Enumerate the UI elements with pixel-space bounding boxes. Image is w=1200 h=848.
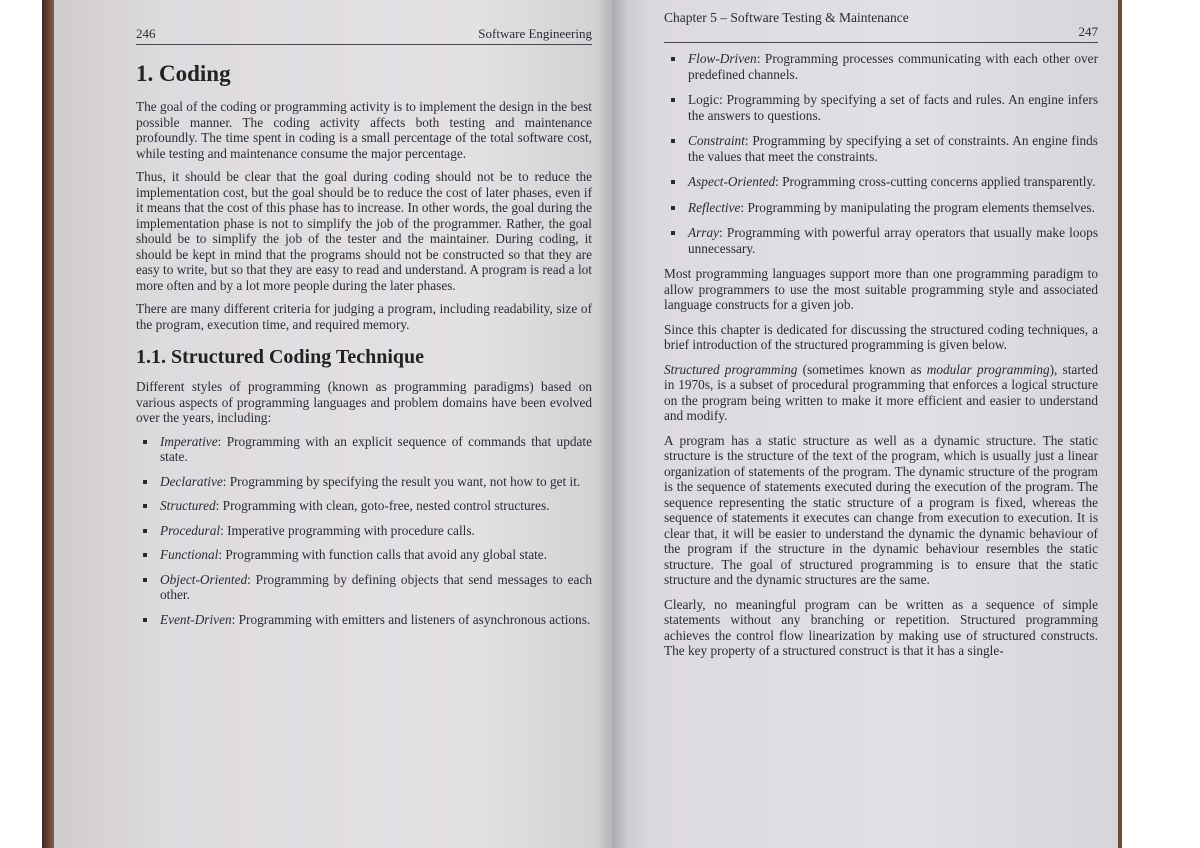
paradigm-term: Functional <box>160 547 219 562</box>
left-book-title: Software Engineering <box>478 26 592 41</box>
paragraph: There are many different criteria for judging a program, including readability, size of the program, execution time, and required memory. <box>136 301 592 332</box>
paradigm-term: Array <box>688 225 720 240</box>
paradigm-desc: : Programming by defining objects that send messages to each other. <box>160 571 592 602</box>
sp-mid: (sometimes known as <box>797 361 927 377</box>
paradigm-term: Reflective <box>688 199 741 215</box>
paragraph: Most programming languages support more than one programming paradigm to allow programmers to use the most suitable programming style and associated language constructs for a given job. <box>664 266 1098 312</box>
paragraph: Thus, it should be clear that the goal during coding should not be to reduce the implementation cost, but the goal should be to reduce the cost of later phases, even if it means that the cost of this phase has to increase. In other words, the goal during the implementation phase is not to simplify the job of the programmer. Rather, the goal should be to simplify the job of the tester and the maintainer. During coding, it should be kept in mind that the programs should not be constructed so that they are easy to write, but so that they are easy to read and understand. A program is read a lot more often and by a lot more people during the later phases. <box>136 169 592 293</box>
section-title: 1. Coding <box>136 61 231 86</box>
paragraph: A program has a static structure as well as a dynamic structure. The static structure is the structure of the text of the program, which is usually just a linear organization of statements of the program. The dynamic structure of the program is the sequence of statements executed during the execution of the program. The sequence representing the static structure of a program is fixed, whereas the sequence of statements it executes can change from execution to execution. It is clear that, it will be easier to understand the dynamic the dynamic behaviour of the program if the structure in the dynamic behaviour resembles the static structure. The goal of structured programming is to ensure that the static structure and the dynamic structures are the same. <box>664 432 1098 587</box>
paradigm-term: Imperative <box>160 433 218 449</box>
book-gutter-shadow <box>596 0 628 848</box>
paradigm-desc: : Programming with an explicit sequence of commands that update state. <box>160 433 592 464</box>
paradigm-list <box>136 434 592 628</box>
paradigm-desc: : Programming with clean, goto-free, nested control structures. <box>215 498 550 513</box>
right-page <box>612 0 1118 848</box>
sp-rest: ), started in 1970s, is a subset of procedural programming that enforces a logical structure on the program being written to make it more efficient and easier to understand and modify. <box>664 361 1098 423</box>
list-item <box>136 572 592 603</box>
structured-programming-paragraph <box>664 362 1098 424</box>
list-item <box>664 174 1098 190</box>
book-spine-edge <box>42 0 54 848</box>
paradigm-desc: : Programming with emitters and listeners of asynchronous actions. <box>231 611 591 627</box>
paradigm-list-continued <box>664 51 1098 256</box>
right-page-number: 247 <box>664 24 1098 43</box>
paradigm-term: Structured <box>160 498 216 513</box>
paragraph: Clearly, no meaningful program can be written as a sequence of simple statements without any branching or repetition. Structured programming achieves the control flow linearization by making use of structured constructs. The key property of a structured construct is that it has a single- <box>664 596 1098 658</box>
paradigm-desc: : Programming by specifying the result you want, not how to get it. <box>222 473 581 489</box>
paragraph: Since this chapter is dedicated for discussing the structured coding techniques, a brief introduction of the structured programming is given below. <box>664 321 1098 352</box>
sp-term: Structured programming <box>664 361 798 377</box>
paradigm-term: Procedural <box>160 522 221 538</box>
list-item <box>664 200 1098 216</box>
left-page <box>54 0 612 848</box>
left-page-number: 246 <box>136 26 156 41</box>
paradigm-desc: : Programming by manipulating the program elements themselves. <box>740 199 1095 215</box>
paradigm-term: Flow-Driven <box>688 51 757 66</box>
paragraph: The goal of the coding or programming activity is to implement the design in the best possible manner. The coding activity affects both testing and maintenance profoundly. The time spent in coding is a small percentage of the total software cost, while testing and maintenance consume the major percentage. <box>136 99 592 161</box>
list-item <box>136 474 592 490</box>
right-running-head: Chapter 5 – Software Testing & Maintenance <box>664 10 909 25</box>
subsection-title: 1.1. Structured Coding Technique <box>136 346 425 368</box>
paradigm-desc: : Programming processes communicating with each other over predefined channels. <box>688 51 1098 82</box>
list-item <box>664 225 1098 256</box>
paradigm-desc: : Programming with powerful array operators that usually make loops unnecessary. <box>688 225 1098 256</box>
paradigm-term: Object-Oriented <box>160 571 248 587</box>
paradigm-desc: : Imperative programming with procedure calls. <box>220 522 475 538</box>
paradigm-term: Logic <box>688 92 720 107</box>
list-item <box>136 523 592 539</box>
paradigm-desc: : Programming by specifying a set of facts and rules. An engine infers the answers to questions. <box>688 92 1098 123</box>
list-item <box>136 434 592 465</box>
list-item <box>664 92 1098 123</box>
paradigm-term: Event-Driven <box>160 611 232 627</box>
list-item <box>136 547 592 563</box>
paradigm-desc: : Programming cross-cutting concerns applied transparently. <box>775 174 1096 189</box>
list-item <box>136 498 592 514</box>
paradigm-term: Declarative <box>160 473 223 489</box>
paragraph: Different styles of programming (known as programming paradigms) based on various aspects of programming languages and problem domains have been evolved over the years, including: <box>136 379 592 425</box>
paradigm-term: Constraint <box>688 133 745 148</box>
paradigm-desc: : Programming with function calls that avoid any global state. <box>218 547 548 562</box>
left-running-head <box>136 26 592 45</box>
paradigm-desc: : Programming by specifying a set of constraints. An engine finds the values that meet the constraints. <box>688 133 1098 164</box>
sp-alt-term: modular programming <box>926 361 1050 377</box>
paradigm-term: Aspect-Oriented <box>688 174 776 189</box>
list-item <box>136 612 592 628</box>
list-item <box>664 133 1098 164</box>
list-item <box>664 51 1098 82</box>
